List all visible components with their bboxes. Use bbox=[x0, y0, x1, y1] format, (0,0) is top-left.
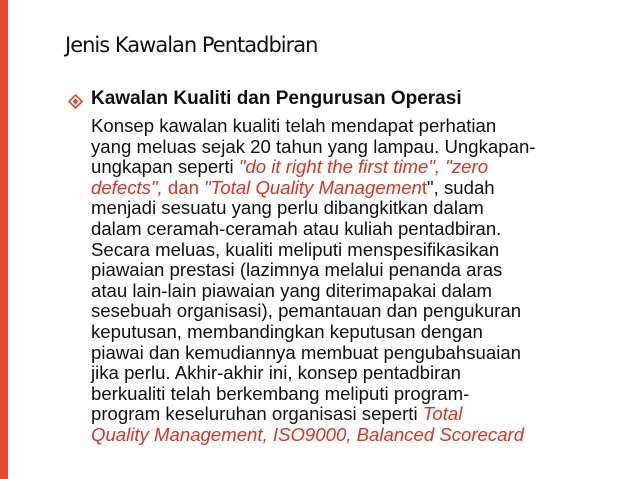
accent-bar bbox=[0, 0, 8, 479]
highlighted-phrase: t bbox=[421, 176, 428, 198]
body-line: jika perlu. Akhir-akhir ini, konsep pentadbiran bbox=[91, 362, 462, 384]
bullet-item bbox=[68, 88, 608, 116]
body-line bbox=[91, 404, 608, 425]
body-paragraph bbox=[91, 116, 608, 446]
body-line: yang meluas sejak 20 tahun yang lampau. Ungkapan- bbox=[91, 135, 536, 157]
body-line: Quality Management, ISO9000, Balanced Scorecard bbox=[91, 423, 525, 445]
body-line: dalam ceramah-ceramah atau kuliah pentadbiran. bbox=[91, 217, 502, 239]
body-line bbox=[91, 157, 608, 178]
slide-title: Jenis Kawalan Pentadbiran bbox=[65, 33, 318, 57]
body-line: piawai dan kemudiannya membuat pengubahsuaian bbox=[91, 341, 522, 363]
body-line: menjadi sesuatu yang perlu dibangkitkan dalam bbox=[91, 197, 484, 219]
highlighted-phrase: defects", bbox=[91, 176, 163, 198]
body-text-segment: program keseluruhan organisasi seperti bbox=[91, 403, 423, 425]
body-line: piawaian prestasi (lazimnya melalui penanda aras bbox=[91, 259, 503, 281]
body-text-segment: ", sudah bbox=[427, 176, 495, 198]
body-line bbox=[91, 178, 608, 199]
diamond-bullet-icon bbox=[68, 94, 83, 109]
bullet-heading: Kawalan Kualiti dan Pengurusan Operasi bbox=[91, 88, 462, 109]
body-line: Konsep kawalan kualiti telah mendapat perhatian bbox=[91, 115, 497, 136]
body-line: berkualiti telah berkembang meliputi program- bbox=[91, 382, 470, 404]
highlighted-phrase: "Total Quality Managemen bbox=[204, 176, 422, 198]
slide-content bbox=[68, 88, 608, 446]
body-line: Secara meluas, kualiti meliputi menspesifikasikan bbox=[91, 238, 500, 260]
highlighted-phrase: Total bbox=[422, 403, 463, 425]
highlighted-phrase: "do it right the first time", "zero bbox=[238, 156, 489, 178]
body-line: atau lain-lain piawaian yang diterimapakai dalam bbox=[91, 279, 493, 301]
body-text-segment: ungkapan seperti bbox=[91, 156, 239, 178]
body-line: sesebuah organisasi), pemantauan dan pengukuran bbox=[91, 300, 522, 322]
body-line: keputusan, membandingkan keputusan dengan bbox=[91, 320, 483, 342]
highlighted-phrase: dan bbox=[162, 176, 205, 198]
